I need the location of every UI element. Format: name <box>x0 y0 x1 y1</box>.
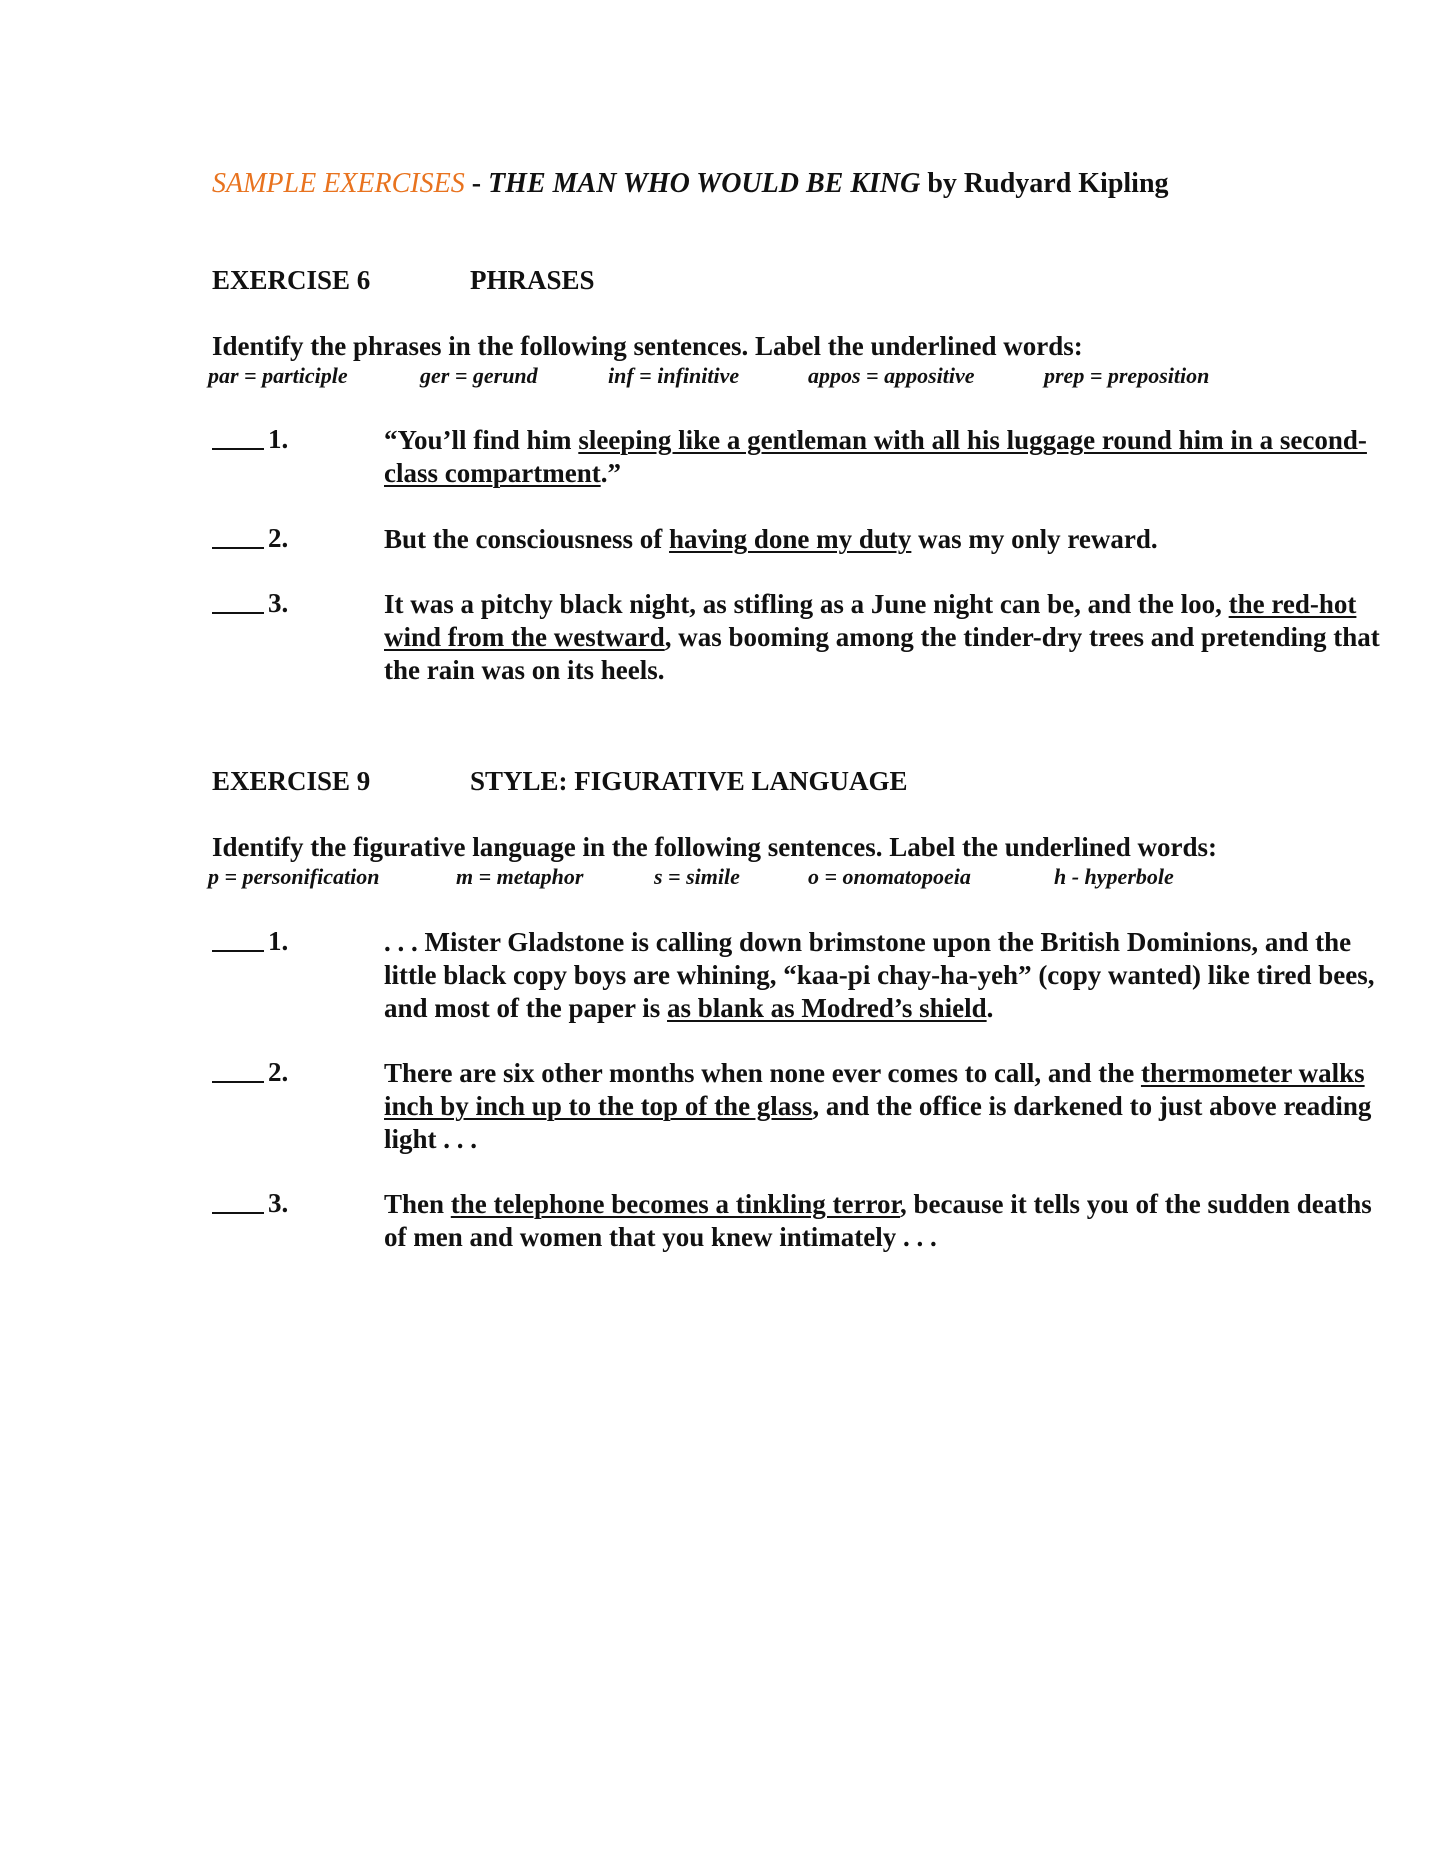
item-number: 2. <box>268 1057 289 1087</box>
sentence-text: But the consciousness of <box>384 524 670 554</box>
answer-blank[interactable] <box>212 1188 264 1214</box>
exercise-9-heading <box>212 766 908 797</box>
item-sentence <box>384 926 1404 1025</box>
legend-item: inf = infinitive <box>608 363 740 388</box>
item-number: 1. <box>268 926 289 956</box>
sentence-text: , because it tells you of the sudden deaths of men and women that you knew intimately . . . <box>384 1189 1372 1252</box>
answer-blank[interactable] <box>212 926 264 952</box>
item-sentence <box>384 523 1384 556</box>
underlined-phrase: sleeping like a gentleman with all his luggage round him in a second-class compartment <box>384 425 1367 488</box>
title-author: by Rudyard Kipling <box>920 168 1169 199</box>
exercise-6-heading <box>212 265 595 296</box>
title-sample-label: SAMPLE EXERCISES <box>212 168 465 199</box>
exercise-9-name: STYLE: FIGURATIVE LANGUAGE <box>470 766 908 796</box>
sentence-text: Then <box>384 1189 451 1219</box>
legend-item: ger = gerund <box>420 363 538 388</box>
legend-item: s = simile <box>654 864 740 889</box>
underlined-phrase: the red-hot wind from the westward <box>384 589 1357 652</box>
underlined-phrase: having done my duty <box>669 524 912 554</box>
answer-blank[interactable] <box>212 588 264 614</box>
item-number: 2. <box>268 523 289 553</box>
exercise-6-instruction: Identify the phrases in the following sentences. Label the underlined words: <box>212 331 1083 361</box>
sentence-text: was my only reward. <box>911 524 1158 554</box>
legend-item: par = participle <box>208 363 348 388</box>
item-number: 1. <box>268 424 289 454</box>
sentence-text: .” <box>600 458 621 488</box>
exercise-6-name: PHRASES <box>470 265 595 295</box>
title-work: THE MAN WHO WOULD BE KING <box>488 168 921 199</box>
item-sentence <box>384 588 1384 687</box>
sentence-text: “You’ll find him <box>384 425 579 455</box>
item-sentence <box>384 424 1384 490</box>
legend-item: p = personification <box>208 864 380 889</box>
item-number: 3. <box>268 1188 289 1218</box>
exercise-6-number: EXERCISE 6 <box>212 265 371 295</box>
legend-item: m = metaphor <box>456 864 584 889</box>
exercise-9-instruction: Identify the figurative language in the following sentences. Label the underlined words: <box>212 832 1218 862</box>
underlined-phrase: thermometer walks inch by inch up to the top of the glass <box>384 1058 1365 1121</box>
exercise-9-number: EXERCISE 9 <box>212 766 371 796</box>
underlined-phrase: as blank as Modred’s shield <box>667 993 987 1023</box>
answer-blank[interactable] <box>212 424 264 450</box>
title-dash: - <box>464 168 489 199</box>
item-sentence <box>384 1188 1384 1254</box>
legend-item: h - hyperbole <box>1054 864 1174 889</box>
sentence-text: . . . Mister Gladstone is calling down brimstone upon the British Dominions, and the little black copy boys are whining, “kaa-pi chay-ha-yeh” (copy wanted) like tired bees, and most of the paper is <box>384 927 1375 1023</box>
sentence-text: It was a pitchy black night, as stifling as a June night can be, and the loo, <box>384 589 1229 619</box>
item-number: 3. <box>268 588 289 618</box>
page-title <box>212 168 1169 200</box>
legend-item: prep = preposition <box>1044 363 1210 388</box>
answer-blank[interactable] <box>212 523 264 549</box>
sentence-text: . <box>986 993 994 1023</box>
sentence-text: , was booming among the tinder-dry trees and pretending that the rain was on its heels. <box>384 622 1380 685</box>
sentence-text: There are six other months when none ever comes to call, and the <box>384 1058 1141 1088</box>
legend-item: o = onomatopoeia <box>808 864 971 889</box>
answer-blank[interactable] <box>212 1057 264 1083</box>
legend-item: appos = appositive <box>808 363 975 388</box>
item-sentence <box>384 1057 1384 1156</box>
sentence-text: , and the office is darkened to just above reading light . . . <box>384 1091 1372 1154</box>
underlined-phrase: the telephone becomes a tinkling terror <box>450 1189 900 1219</box>
